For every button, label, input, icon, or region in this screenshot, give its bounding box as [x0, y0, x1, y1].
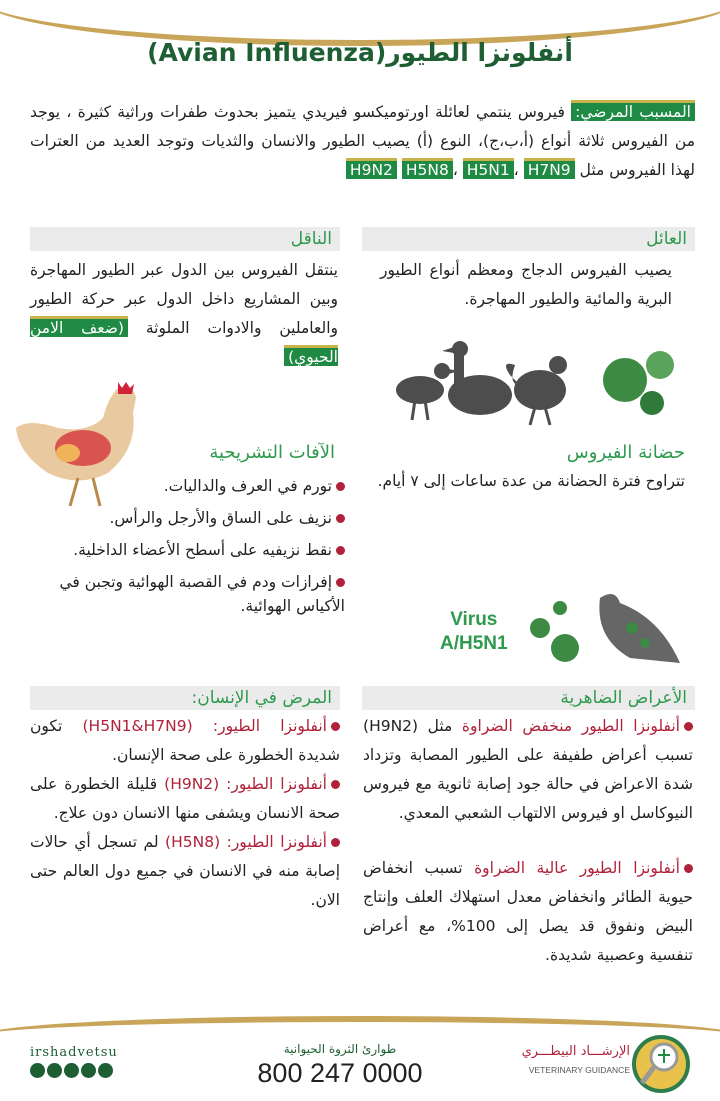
bullet-icon [331, 780, 340, 789]
social-handle: irshadvetsu [30, 1045, 118, 1060]
strain-badge: H7N9 [524, 158, 575, 179]
human-item [30, 828, 340, 915]
vector-header: الناقل [30, 227, 340, 251]
org-name-ar: الإرشـــاد البيطـــري [521, 1044, 630, 1059]
instagram-icon[interactable] [30, 1063, 45, 1078]
hotline-label: طوارئ الثروة الحيوانية [283, 1042, 397, 1056]
bullet-icon [331, 722, 340, 731]
bullet-icon [331, 838, 340, 847]
virus-label [440, 608, 508, 656]
org-block [500, 1044, 630, 1075]
human-item [30, 770, 340, 828]
lesion-text: نقط نزيفيه على أسطح الأعضاء الداخلية. [73, 541, 332, 559]
lesion-item [30, 570, 345, 618]
incubation-heading: حضانة الفيروس [566, 442, 685, 463]
bullet-icon [684, 722, 693, 731]
human-text: قليلة الخطورة على صحة الانسان ويشفى منها الانسان دون علاج. [30, 775, 340, 822]
incubation-text: تتراوح فترة الحضانة من عدة ساعات إلى ٧ أيام. [377, 472, 685, 490]
page-title: أنفلونزا الطيور(Avian Influenza) [147, 38, 573, 67]
bullet-icon [336, 514, 345, 523]
symptoms-header: الأعراض الضاهرية [362, 686, 695, 710]
lesion-text: نزيف على الساق والأرجل والرأس. [109, 509, 332, 527]
human-text: تكون شديدة الخطورة على صحة الإنسان. [30, 717, 340, 764]
hotline-block [230, 1042, 450, 1089]
lesions-heading: الآفات التشريحية [209, 442, 335, 463]
lesion-item [30, 474, 345, 498]
lesion-text: تورم في العرف والداليات. [163, 477, 332, 495]
symptom-type: أنفلونزا الطيور عالية الضراوة [474, 859, 680, 877]
lesion-item [30, 506, 345, 530]
intro-text: فيروس ينتمي لعائلة اورتوميكسو فيريدي يتميز بحدوث طفرات وراثية كثيرة ، يوجد من الفيروس ثلاثة أنواع (أ،ب،ج)، النوع (أ) يصيب الطيور والانسان والثديات وتوجد العديد من العترات لهذا الفيروس مثل [30, 103, 695, 179]
snapchat-icon[interactable] [98, 1063, 113, 1078]
lesions-list [30, 474, 345, 626]
symptom-text: تسبب انخفاض حيوية الطائر وانخفاض معدل استهلاك العلف وإنتاج البيض ونفوق قد يصل إلى 100%، مع أعراض تنفسية وعصبية شديدة. [363, 859, 693, 964]
bullet-icon [336, 578, 345, 587]
lesion-text: إفرازات ودم في القصبة الهوائية وتجبن في الأكياس الهوائية. [59, 573, 345, 615]
human-strain: أنفلونزا الطيور: (H5N1&H7N9) [82, 717, 327, 735]
human-header: المرض في الإنسان: [30, 686, 340, 710]
vector-text-body: ينتقل الفيروس بين الدول عبر الطيور المهاجرة وبين المشاريع داخل الدول عبر حركة الطيور والعاملين والادوات الملوثة [30, 261, 338, 337]
host-text: يصيب الفيروس الدجاج ومعظم أنواع الطيور البرية والمائية والطيور المهاجرة. [380, 261, 672, 308]
bullet-icon [684, 864, 693, 873]
strain-badge: H9N2 [346, 158, 397, 179]
lesion-item [30, 538, 345, 562]
human-item [30, 712, 340, 770]
symptom-type: أنفلونزا الطيور منخفض الضراوة [461, 717, 680, 735]
strain-badge: H5N1 [463, 158, 514, 179]
human-list [30, 712, 340, 923]
virus-label-line1: Virus [450, 609, 498, 630]
host-header: العائل [362, 227, 695, 251]
human-strain: أنفلونزا الطيور: (H5N8) [165, 833, 327, 851]
symptom-text: مثل (H9N2) تسبب أعراض طفيفة على الطيور المصابة وتزداد شدة الاعراض في حالة جود إصابة ثانوية مع فيروس النيوكاسل او فيروس الالتهاب الشعبي المعدي. [363, 717, 693, 822]
biosecurity-badge: (ضعف الامن الحيوي) [30, 316, 338, 366]
symptom-item [363, 712, 693, 828]
social-icons [30, 1063, 118, 1078]
intro-label: المسبب المرضي: [571, 100, 695, 121]
human-text: لم تسجل أي حالات إصابة منه في الانسان في جميع دول العالم حتى الان. [30, 833, 340, 909]
birds-illustration [390, 335, 690, 430]
facebook-icon[interactable] [47, 1063, 62, 1078]
human-strain: أنفلونزا الطيور: (H9N2) [164, 775, 327, 793]
symptom-item [363, 854, 693, 970]
hotline-number[interactable]: 800 247 0000 [257, 1058, 423, 1088]
youtube-icon[interactable] [81, 1063, 96, 1078]
vector-text [30, 256, 338, 372]
bullet-icon [336, 482, 345, 491]
symptoms-list [363, 712, 693, 978]
social-block [30, 1045, 118, 1078]
twitter-icon[interactable] [64, 1063, 79, 1078]
intro-paragraph: المسبب المرضي: فيروس ينتمي لعائلة اورتوميكسو فيريدي يتميز بحدوث طفرات وراثية كثيرة ، يوجد من الفيروس ثلاثة أنواع (أ،ب،ج)، النوع (أ) يصيب الطيور والانسان والثديات وتوجد العديد من العترات لهذا الفيروس مثل H9N2 H5N8 ، H5N1 ، H7N9 [30, 98, 695, 185]
strain-badge: H5N8 [402, 158, 453, 179]
org-logo [632, 1035, 690, 1093]
virus-bird-illustration [520, 588, 690, 673]
org-name-en: VETERINARY GUIDANCE [528, 1065, 630, 1075]
virus-label-line2: A/H5N1 [440, 633, 508, 654]
bullet-icon [336, 546, 345, 555]
